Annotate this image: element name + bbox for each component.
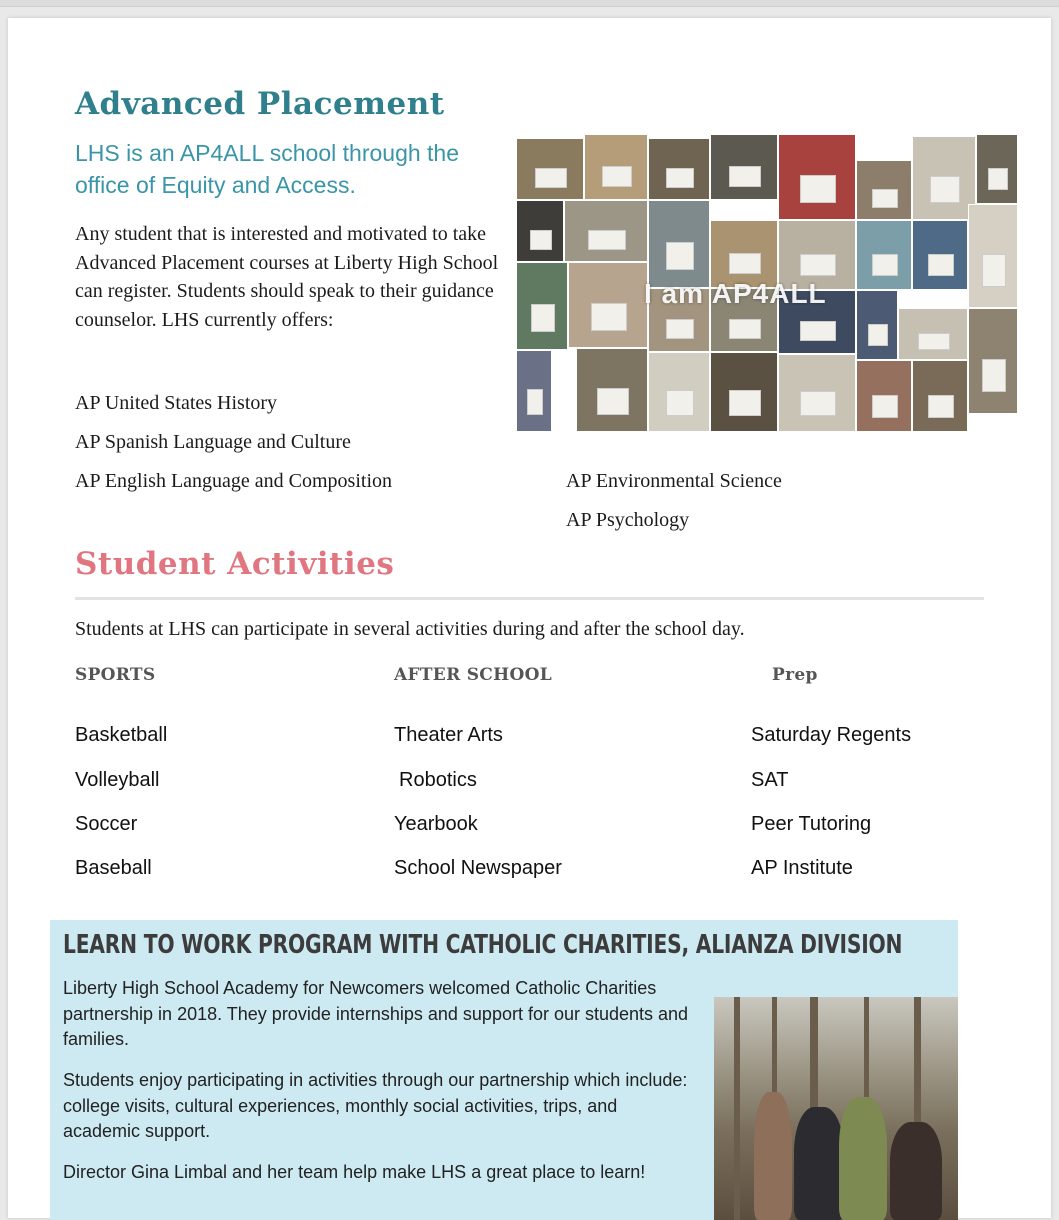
student-figure (839, 1097, 887, 1220)
student-figure (754, 1092, 792, 1220)
advanced-placement-heading: Advanced Placement (75, 86, 445, 122)
prep-item: AP Institute (751, 857, 853, 879)
after-school-column-heading: AFTER SCHOOL (394, 665, 552, 685)
after-school-item: Yearbook (394, 813, 478, 835)
ap4all-collage-caption: I am AP4ALL (644, 278, 827, 309)
tree-trunk (734, 997, 740, 1220)
collage-photo (564, 200, 648, 262)
student-figure (890, 1122, 942, 1220)
collage-photo (516, 138, 584, 200)
collage-photo (778, 134, 856, 220)
section-divider (75, 597, 984, 600)
collage-photo (976, 134, 1018, 204)
student-figure (794, 1107, 844, 1220)
newsletter-page (8, 18, 1051, 1218)
ap-description: Any student that is interested and motivated to take Advanced Placement courses at Liberty High School can register. Students should speak to their guidance counselor. LHS currently offers: (75, 223, 499, 331)
after-school-item: Theater Arts (394, 724, 503, 746)
ap-course-item: AP Spanish Language and Culture (75, 431, 351, 453)
collage-photo (912, 360, 968, 432)
collage-photo (898, 308, 968, 360)
collage-photo (648, 200, 710, 288)
collage-photo (856, 290, 898, 360)
collage-photo (856, 220, 912, 290)
ap-course-item: AP Psychology (566, 509, 690, 531)
ap-course-item: AP Environmental Science (566, 470, 782, 492)
prep-item: Saturday Regents (751, 724, 912, 746)
student-activities-heading: Student Activities (75, 546, 395, 582)
collage-photo (710, 352, 778, 432)
learn-to-work-panel (50, 920, 958, 1220)
collage-photo (516, 262, 568, 350)
collage-photo (516, 350, 552, 432)
prep-item: Peer Tutoring (751, 813, 872, 835)
sports-column-heading: SPORTS (75, 665, 156, 685)
student-activities-intro: Students at LHS can participate in several activities during and after the school day. (75, 618, 745, 640)
learn-to-work-paragraph: Director Gina Limbal and her team help make LHS a great place to learn! (63, 1162, 646, 1182)
learn-to-work-heading: LEARN TO WORK PROGRAM WITH CATHOLIC CHARITIES, ALIANZA DIVISION (63, 930, 903, 960)
collage-photo (912, 136, 976, 220)
sports-item: Baseball (75, 857, 152, 879)
students-outdoor-photo (714, 997, 958, 1220)
prep-column-heading: Prep (772, 665, 818, 685)
ap4all-photo-collage (516, 134, 1018, 432)
collage-photo (778, 354, 856, 432)
collage-photo (710, 134, 778, 200)
learn-to-work-paragraph: Liberty High School Academy for Newcomers welcomed Catholic Charities partnership in 2018. They provide internships and support for our students and families. (63, 978, 689, 1049)
collage-photo (568, 262, 648, 348)
ap4all-subtitle: LHS is an AP4ALL school through the office of Equity and Access. (75, 140, 460, 198)
collage-photo (648, 352, 710, 432)
collage-photo (856, 160, 912, 220)
ap-course-item: AP English Language and Composition (75, 470, 393, 492)
after-school-item: School Newspaper (394, 857, 562, 879)
collage-photo (968, 204, 1018, 308)
after-school-item: Robotics (399, 769, 477, 791)
collage-photo (516, 200, 564, 262)
collage-photo (968, 308, 1018, 414)
sports-item: Basketball (75, 724, 168, 746)
collage-photo (856, 360, 912, 432)
prep-item: SAT (751, 769, 789, 791)
viewer-top-edge (0, 0, 1059, 7)
sports-item: Volleyball (75, 769, 160, 791)
collage-photo (584, 134, 648, 200)
collage-photo (648, 138, 710, 200)
collage-photo (912, 220, 968, 290)
collage-photo (576, 348, 648, 432)
ap-course-item: AP United States History (75, 392, 278, 414)
learn-to-work-paragraph: Students enjoy participating in activities through our partnership which include: college visits, cultural experiences, monthly social activities, trips, and academic support. (63, 1070, 688, 1141)
sports-item: Soccer (75, 813, 138, 835)
